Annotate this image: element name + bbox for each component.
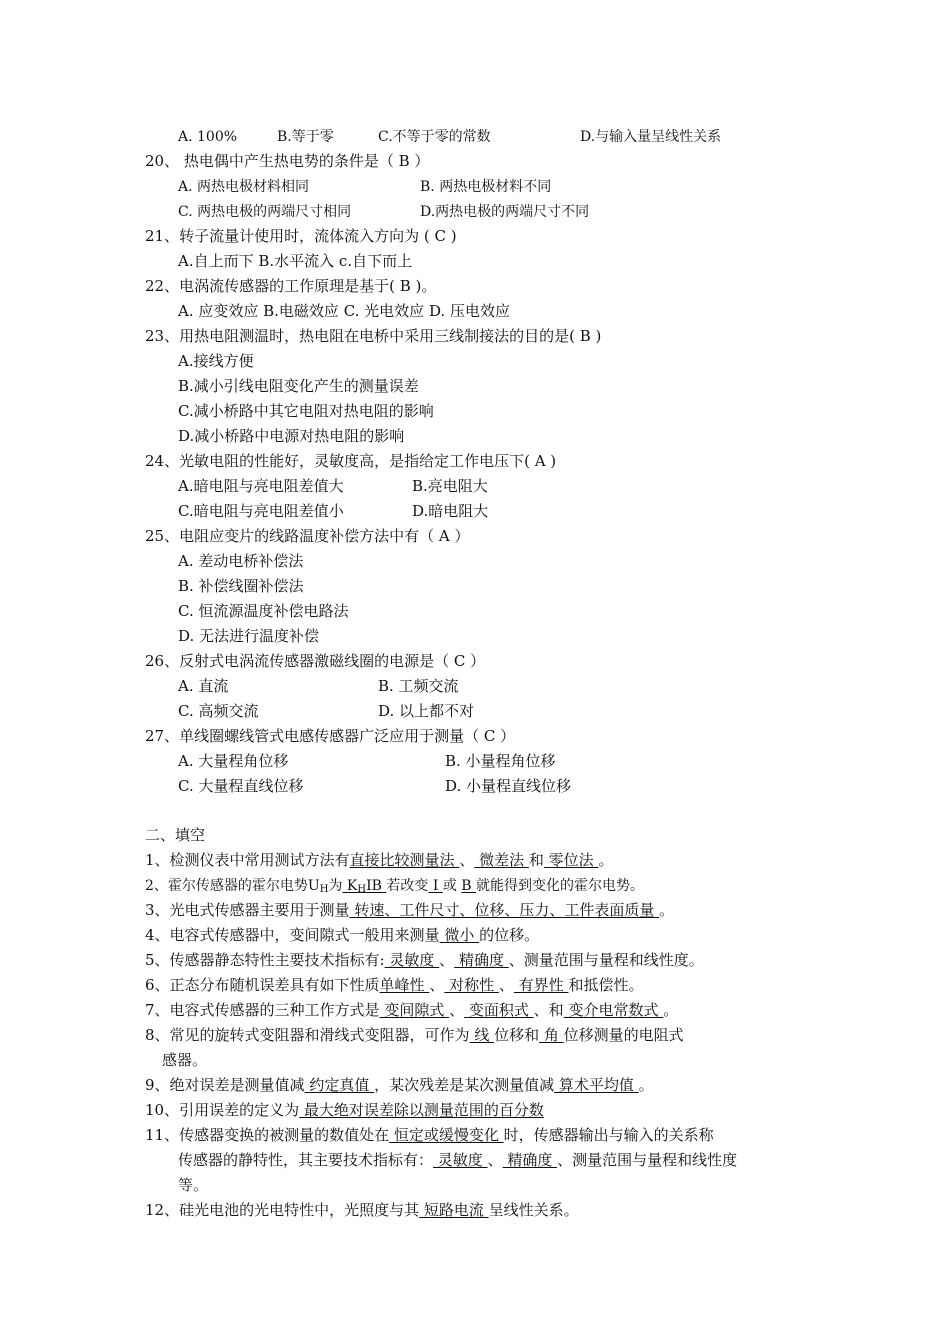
q19-option-d: D.与输入量呈线性关系 [580,129,722,145]
fill-9-blank-1: 约定真值 [304,1076,375,1094]
q25-option-b: B. 补偿线圈补偿法 [178,577,304,595]
q27-option-b: B. 小量程角位移 [445,752,556,770]
q21-stem: 21、转子流量计使用时，流体流入方向为 ( C ) [145,227,457,245]
fill-11: 11、传感器变换的被测量的数值处在 恒定或缓慢变化 时，传感器输出与输入的关系称 [145,1126,714,1144]
q24-stem: 24、光敏电阻的性能好，灵敏度高，是指给定工作电压下( A ) [145,452,557,470]
q23-option-b: B.减小引线电阻变化产生的测量误差 [178,377,419,395]
q22-options: A. 应变效应 B.电磁效应 C. 光电效应 D. 压电效应 [178,302,510,320]
q27-stem: 27、单线圈螺线管式电感传感器广泛应用于测量（ C ） [145,727,516,745]
fill-8-continued: 感器。 [162,1051,208,1069]
fill-5-blank-2: 精确度 [454,951,509,969]
fill-7: 7、电容式传感器的三种工作方式是 变间隙式 、 变面积式 、和 变介电常数式 。 [145,1001,679,1019]
q25-stem: 25、电阻应变片的线路温度补偿方法中有（ A ） [145,527,470,545]
fill-6-blank-2: 对称性 [444,976,499,994]
q24-option-b: B.亮电阻大 [412,477,488,495]
fill-7-blank-3: 变介电常数式 [563,1001,664,1019]
q22-stem: 22、电涡流传感器的工作原理是基于( B )。 [145,277,437,295]
fill-6-blank-1: 单峰性 [379,976,430,994]
q26-option-b: B. 工频交流 [378,677,459,695]
q23-option-c: C.减小桥路中其它电阻对热电阻的影响 [178,402,434,420]
q24-option-d: D.暗电阻大 [412,502,489,520]
fill-10: 10、引用误差的定义为 最大绝对误差除以测量范围的百分数 [145,1101,544,1119]
fill-12: 12、硅光电池的光电特性中，光照度与其 短路电流 呈线性关系。 [145,1201,579,1219]
fill-6-blank-3: 有界性 [513,976,569,994]
q27-option-c: C. 大量程直线位移 [178,777,304,795]
fill-2-blank-2: I [428,878,443,894]
fill-10-blank-1: 最大绝对误差除以测量范围的百分数 [299,1101,544,1119]
q24-option-a: A.暗电阻与亮电阻差值大 [178,477,344,495]
q25-option-d: D. 无法进行温度补偿 [178,627,320,645]
fill-2: 2、霍尔传感器的霍尔电势$U_H$为 $K_HIB$ 若改变 I 或 B 就能得到变化的霍尔电势。 [145,878,645,895]
q26-option-d: D. 以上都不对 [378,702,475,720]
q19-option-c: C.不等于零的常数 [378,129,491,145]
fill-3-blank-1: 转速、工件尺寸、位移、压力、工件表面质量 [349,901,660,919]
fill-1-blank-1: 直接比较测量法 [349,851,460,869]
fill-4-blank-1: 微小 [439,926,480,944]
fill-11-blank-2: 灵敏度 [433,1151,488,1169]
q27-option-a: A. 大量程角位移 [178,752,289,770]
fill-11-line-2: 传感器的静特性，其主要技术指标有： 灵敏度 、 精确度 、测量范围与量程和线性度 [178,1151,738,1169]
q20-option-c: C. 两热电极的两端尺寸相同 [178,204,352,220]
q26-stem: 26、反射式电涡流传感器激磁线圈的电源是（ C ） [145,652,486,670]
fill-2-blank-3: B [461,878,477,894]
fill-11-blank-1: 恒定或缓慢变化 [389,1126,504,1144]
fill-8: 8、常见的旋转式变阻器和滑线式变阻器，可作为 线 位移和 角 位移测量的电阻式 [145,1026,684,1044]
q20-option-a: A. 两热电极材料相同 [178,179,310,195]
fill-9-blank-2: 算术平均值 [554,1076,639,1094]
q26-option-a: A. 直流 [178,677,229,695]
q26-option-c: C. 高频交流 [178,702,259,720]
fill-7-blank-1: 变间隙式 [379,1001,450,1019]
q23-stem: 23、用热电阻测温时，热电阻在电桥中采用三线制接法的目的是( B ) [145,327,602,345]
q21-options: A.自上而下 B.水平流入 c.自下而上 [178,252,413,270]
fill-7-blank-2: 变面积式 [464,1001,534,1019]
fill-8-blank-2: 角 [539,1026,564,1044]
fill-12-blank-1: 短路电流 [419,1201,489,1219]
q27-option-d: D. 小量程直线位移 [445,777,572,795]
fill-1-blank-2: 微差法 [474,851,529,869]
fill-8-blank-1: 线 [469,1026,495,1044]
q23-option-a: A.接线方便 [178,352,254,370]
fill-5: 5、传感器静态特性主要技术指标有: 灵敏度 、 精确度 、测量范围与量程和线性度。 [145,951,704,969]
fill-3: 3、光电式传感器主要用于测量 转速、工件尺寸、位移、压力、工件表面质量 。 [145,901,675,919]
fill-11-blank-3: 精确度 [502,1151,558,1169]
q19-option-a: A. 100% [178,129,238,145]
q25-option-c: C. 恒流源温度补偿电路法 [178,602,349,620]
q23-option-d: D.减小桥路中电源对热电阻的影响 [178,427,405,445]
q20-stem: 20、 热电偶中产生热电势的条件是（ B ） [145,152,430,170]
q24-option-c: C.暗电阻与亮电阻差值小 [178,502,344,520]
fill-2-blank-1: $K_HIB$ [342,878,387,895]
section-title: 二、填空 [145,826,206,844]
q20-option-b: B. 两热电极材料不同 [420,179,552,195]
fill-9: 9、绝对误差是测量值减 约定真值 ，某次残差是某次测量值减 算术平均值 。 [145,1076,654,1094]
fill-6: 6、正态分布随机误差具有如下性质单峰性 、 对称性 、 有界性 和抵偿性。 [145,976,644,994]
q25-option-a: A. 差动电桥补偿法 [178,552,304,570]
q19-option-b: B.等于零 [277,129,334,145]
q20-option-d: D.两热电极的两端尺寸不同 [420,204,590,220]
fill-11-line-3: 等。 [178,1176,209,1194]
fill-5-blank-1: 灵敏度 [384,951,440,969]
fill-1-blank-3: 零位法 [543,851,599,869]
fill-1: 1、检测仪表中常用测试方法有直接比较测量法 、 微差法 和 零位法 。 [145,851,614,869]
fill-4: 4、电容式传感器中，变间隙式一般用来测量 微小 的位移。 [145,926,540,944]
